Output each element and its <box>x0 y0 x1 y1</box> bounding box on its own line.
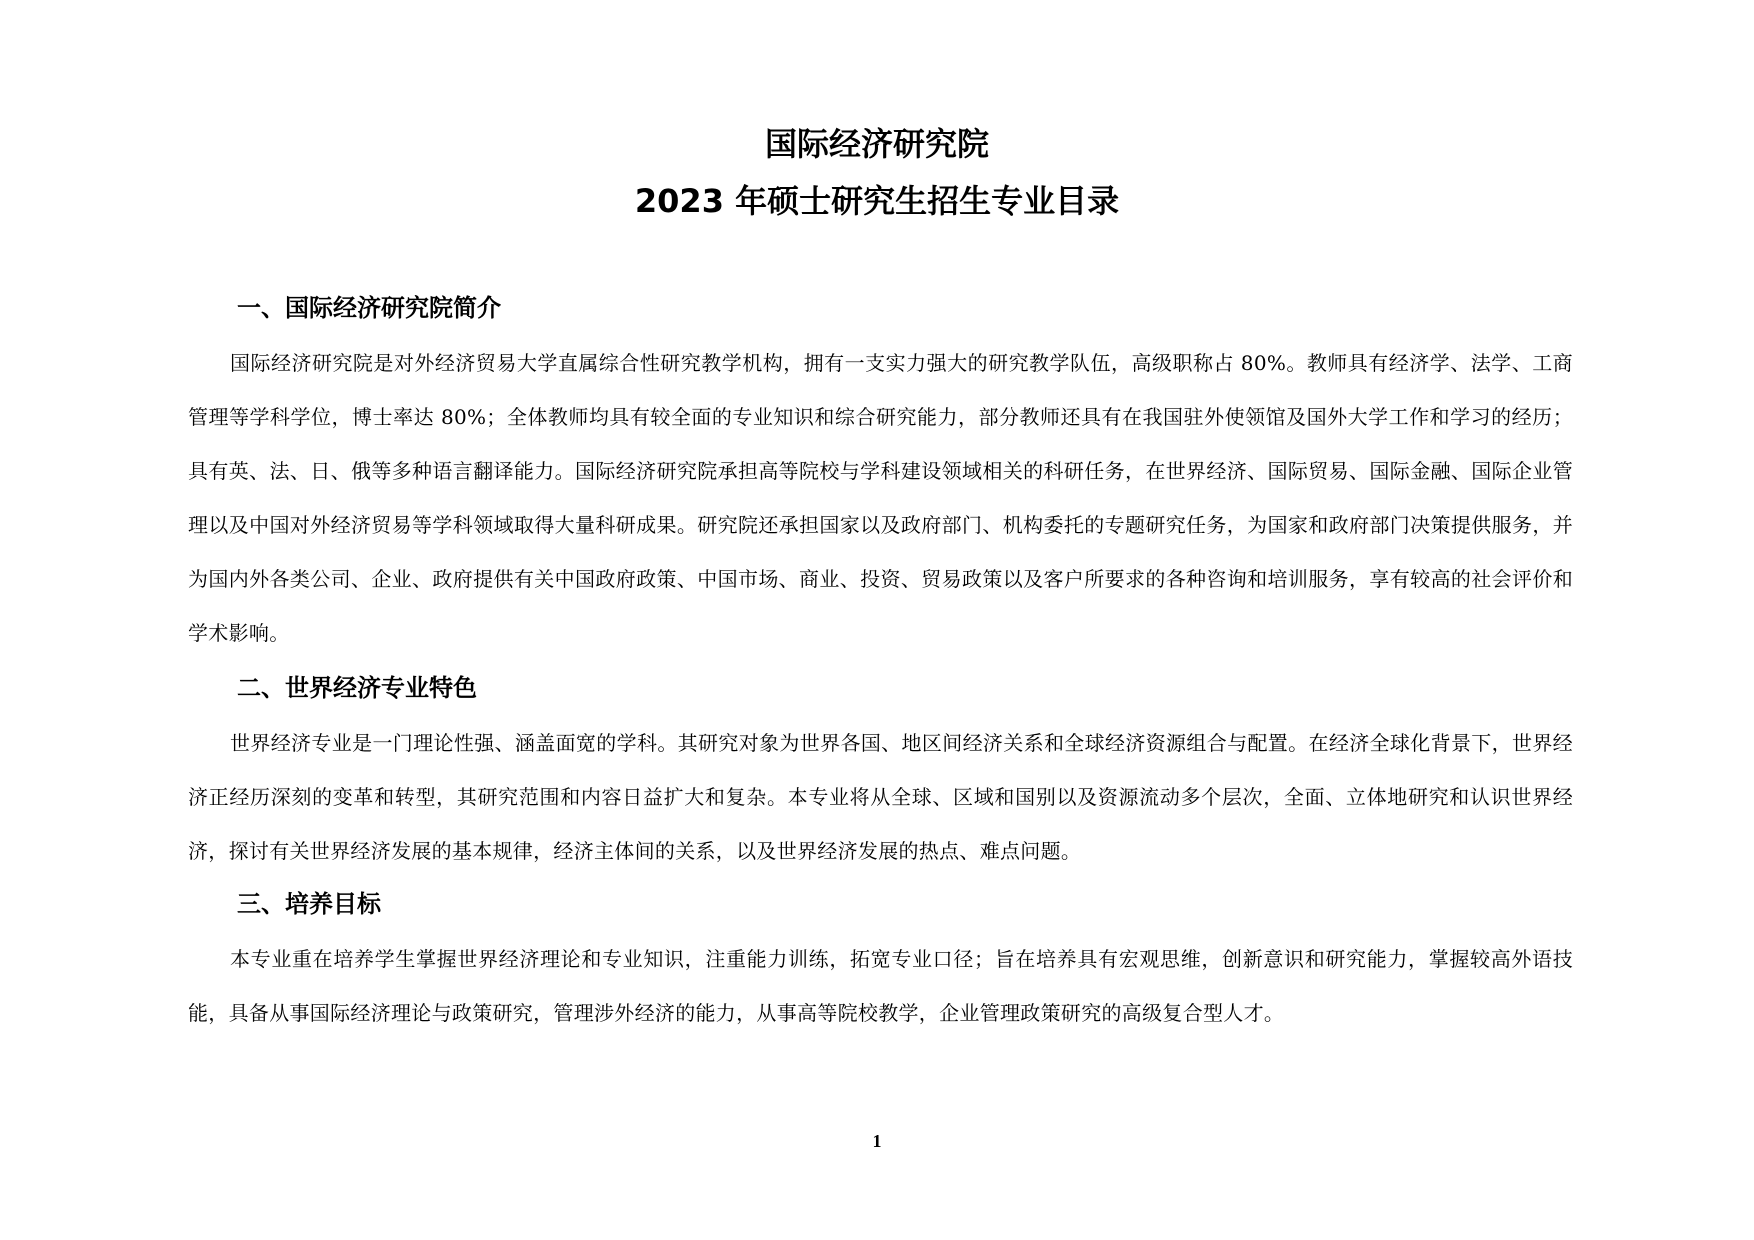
section-heading-introduction: 一、国际经济研究院简介 <box>237 294 501 322</box>
section-paragraph-training-objectives: 本专业重在培养学生掌握世界经济理论和专业知识，注重能力训练，拓宽专业口径；旨在培养具有宏观思维，创新意识和研究能力，掌握较高外语技能，具备从事国际经济理论与政策研究，管理涉外经济的能力，从事高等院校教学，企业管理政策研究的高级复合型人才。 <box>188 947 1573 1025</box>
section-heading-major-features: 二、世界经济专业特色 <box>237 674 477 702</box>
document-title: 国际经济研究院 <box>764 125 989 163</box>
section-paragraph-introduction: 国际经济研究院是对外经济贸易大学直属综合性研究教学机构，拥有一支实力强大的研究教学队伍，高级职称占 80%。教师具有经济学、法学、工商管理等学科学位，博士率达 80%；全体教师均具有较全面的专业知识和综合研究能力，部分教师还具有在我国驻外使领馆及国外大学工作和学习的经历；具有英、法、日、俄等多种语言翻译能力。国际经济研究院承担高等院校与学科建设领域相关的科研任务，在世界经济、国际贸易、国际金融、国际企业管理以及中国对外经济贸易等学科领域取得大量科研成果。研究院还承担国家以及政府部门、机构委托的专题研究任务，为国家和政府部门决策提供服务，并为国内外各类公司、企业、政府提供有关中国政府政策、中国市场、商业、投资、贸易政策以及客户所要求的各种咨询和培训服务，享有较高的社会评价和学术影响。 <box>188 351 1573 645</box>
section-paragraph-major-features: 世界经济专业是一门理论性强、涵盖面宽的学科。其研究对象为世界各国、地区间经济关系和全球经济资源组合与配置。在经济全球化背景下，世界经济正经历深刻的变革和转型，其研究范围和内容日益扩大和复杂。本专业将从全球、区域和国别以及资源流动多个层次，全面、立体地研究和认识世界经济，探讨有关世界经济发展的基本规律，经济主体间的关系，以及世界经济发展的热点、难点问题。 <box>188 731 1573 863</box>
page-number: 1 <box>872 1131 882 1151</box>
document-subtitle: 2023 年硕士研究生招生专业目录 <box>634 182 1120 220</box>
section-heading-training-objectives: 三、培养目标 <box>237 890 381 918</box>
